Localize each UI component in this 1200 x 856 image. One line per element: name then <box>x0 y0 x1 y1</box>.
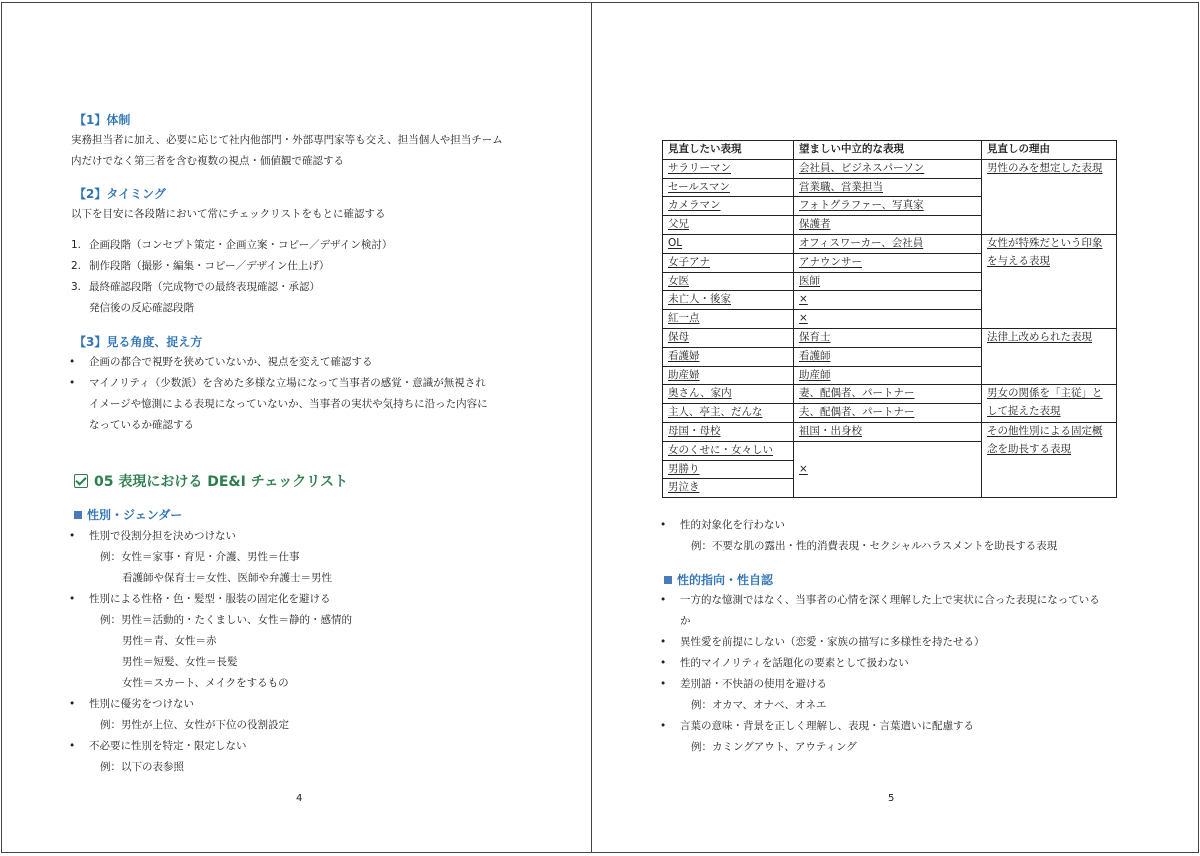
gender-bullet-3-example: 例：男性が上位、女性が下位の役割設定 <box>100 719 289 731</box>
checklist-title-text: 05 表現における DE&I チェックリスト <box>94 474 349 490</box>
orientation-bullet-3: • 性的マイノリティを話題化の要素として扱わない <box>680 653 909 674</box>
gender-bullet-2-example-1: 例：男性＝活動的・たくましい、女性＝静的・感情的 <box>100 614 352 626</box>
table-header: 望ましい中立的な表現 <box>794 141 982 160</box>
table-row <box>663 234 1117 253</box>
table-cell: 医師 <box>794 272 982 291</box>
table-cell: サラリーマン <box>663 159 794 178</box>
table-cell: オフィスワーカー、会社員 <box>794 234 982 253</box>
table-cell: 紅一点 <box>663 310 794 329</box>
gender-bullet-4: • 不必要に性別を特定・限定しない <box>89 736 247 757</box>
timing-item-1 <box>71 235 393 256</box>
table-cell: フォトグラファー、写真家 <box>794 197 982 216</box>
table-cell: 保育士 <box>794 328 982 347</box>
gender-bullet-2-example-3: 男性＝短髪、女性＝長髪 <box>122 656 238 668</box>
checkbox-icon <box>74 474 88 488</box>
table-cell: 祖国・出身校 <box>794 422 982 441</box>
timing-item-3 <box>71 277 320 298</box>
perspective-bullet-2-line-3: なっているか確認する <box>89 419 194 431</box>
orientation-bullet-1-line-2: か <box>680 615 691 627</box>
table-cell: 営業職、営業担当 <box>794 178 982 197</box>
orientation-bullet-5: • 言葉の意味・背景を正しく理解し、表現・言葉遣いに配慮する <box>680 716 974 737</box>
table-cell: アナウンサー <box>794 253 982 272</box>
structure-line-2: 内だけでなく第三者を含む複数の視点・価値観で確認する <box>71 155 344 167</box>
timing-item-extra: 発信後の反応確認段階 <box>89 302 194 314</box>
orientation-bullet-2: • 異性愛を前提にしない（恋愛・家族の描写に多様性を持たせる） <box>680 632 985 653</box>
orientation-bullet-1-line-1: • 一方的な憶測ではなく、当事者の心情を深く理解した上で実状に合った表現になっている <box>680 590 1100 611</box>
sexual-bullet-1-example: 例：不要な肌の露出・性的消費表現・セクシャルハラスメントを助長する表現 <box>691 540 1058 552</box>
gender-bullet-2-example-2: 男性＝青、女性＝赤 <box>122 635 217 647</box>
checklist-title <box>74 471 348 491</box>
gender-bullet-3: • 性別に優劣をつけない <box>89 694 194 715</box>
perspective-bullet-2-line-2: イメージや憶測による表現になっていないか、当事者の実状や気持ちに沿った内容に <box>89 398 488 410</box>
table-cell: 女医 <box>663 272 794 291</box>
page-5 <box>591 2 1199 853</box>
section-heading-structure: 【1】体制 <box>74 113 131 127</box>
sexual-bullet-1: • 性的対象化を行わない <box>680 515 785 536</box>
reason-cell: その他性別による固定概 念を助長する表現 <box>982 422 1117 497</box>
table-row <box>663 385 1117 404</box>
table-header: 見直しの理由 <box>982 141 1117 160</box>
reason-cell: 男女の関係を「主従」と して捉えた表現 <box>982 385 1117 423</box>
timing-item-1-text: 企画段階（コンセプト策定・企画立案・コピー／デザイン検討） <box>89 239 393 251</box>
table-cell: 妻、配偶者、パートナー <box>794 385 982 404</box>
table-cell: × <box>794 291 982 310</box>
gender-bullet-1-example-2: 看護師や保育士＝女性、医師や弁護士＝男性 <box>122 572 332 584</box>
table-cell: 看護師 <box>794 347 982 366</box>
gender-bullet-4-example: 例：以下の表参照 <box>100 761 184 773</box>
timing-item-2 <box>71 256 330 277</box>
orientation-heading-text: 性的指向・性自認 <box>677 573 774 587</box>
table-cell: × <box>794 441 982 497</box>
table-cell: セールスマン <box>663 178 794 197</box>
structure-line-1: 実務担当者に加え、必要に応じて社内他部門・外部専門家等も交え、担当個人や担当チーム <box>71 134 503 146</box>
table-cell: 助産婦 <box>663 366 794 385</box>
timing-item-3-num: 3. <box>71 281 82 293</box>
table-cell: 会社員、ビジネスパーソン <box>794 159 982 178</box>
table-cell: 夫、配偶者、パートナー <box>794 404 982 423</box>
square-bullet-icon <box>664 576 672 584</box>
timing-item-3-text: 最終確認段階（完成物での最終表現確認・承認） <box>89 281 320 293</box>
orientation-bullet-5-example: 例：カミングアウト、アウティング <box>691 741 857 753</box>
timing-item-2-num: 2. <box>71 260 82 272</box>
gender-bullet-2: • 性別による性格・色・髪型・服装の固定化を避ける <box>89 589 331 610</box>
table-row <box>663 422 1117 441</box>
timing-item-2-text: 制作段階（撮影・編集・コピー／デザイン仕上げ） <box>89 260 330 272</box>
table-cell: 奥さん、家内 <box>663 385 794 404</box>
timing-item-1-num: 1. <box>71 239 82 251</box>
table-cell: × <box>794 310 982 329</box>
table-cell: 保護者 <box>794 216 982 235</box>
table-header: 見直したい表現 <box>663 141 794 160</box>
reason-cell: 法律上改められた表現 <box>982 328 1117 384</box>
orientation-bullet-4-example: 例：オカマ、オナベ、オネエ <box>691 699 827 711</box>
table-cell: 男泣き <box>663 479 794 498</box>
table-row <box>663 159 1117 178</box>
perspective-bullet-1: • 企画の都合で視野を狭めていないか、視点を変えて確認する <box>89 352 373 373</box>
table-cell: 保母 <box>663 328 794 347</box>
table-cell: 助産師 <box>794 366 982 385</box>
gender-heading-text: 性別・ジェンダー <box>87 508 183 522</box>
gender-bullet-1-example-1: 例：女性＝家事・育児・介護、男性＝仕事 <box>100 551 300 563</box>
orientation-bullet-4: • 差別語・不快語の使用を避ける <box>680 674 827 695</box>
table-header-row <box>663 141 1117 160</box>
reason-cell: 男性のみを想定した表現 <box>982 159 1117 234</box>
table-cell: 主人、亭主、だんな <box>663 404 794 423</box>
table-cell: 女子アナ <box>663 253 794 272</box>
section-heading-perspective: 【3】見る角度、捉え方 <box>74 335 203 349</box>
table-cell: 男勝り <box>663 460 794 479</box>
table-row <box>663 328 1117 347</box>
timing-intro: 以下を目安に各段階において常にチェックリストをもとに確認する <box>71 208 386 220</box>
gender-bullet-2-example-4: 女性＝スカート、メイクをするもの <box>122 677 289 689</box>
gender-bullet-1: • 性別で役割分担を決めつけない <box>89 526 236 547</box>
page-number: 5 <box>888 793 895 804</box>
table-cell: 女のくせに・女々しい <box>663 441 794 460</box>
table-cell: 父兄 <box>663 216 794 235</box>
page-number: 4 <box>296 793 303 804</box>
gender-heading <box>74 506 182 523</box>
table-cell: 母国・母校 <box>663 422 794 441</box>
table-cell: 看護婦 <box>663 347 794 366</box>
perspective-bullet-2-line-1: • マイノリティ（少数派）を含めた多様な立場になって当事者の感覚・意識が無視され <box>89 373 486 394</box>
section-heading-timing: 【2】タイミング <box>74 187 166 201</box>
square-bullet-icon <box>74 511 82 519</box>
reason-cell: 女性が特殊だという印象 を与える表現 <box>982 234 1117 328</box>
table-cell: OL <box>663 234 794 253</box>
table-cell: 未亡人・後家 <box>663 291 794 310</box>
expression-table <box>662 140 1117 498</box>
orientation-heading <box>664 571 773 588</box>
table-cell: カメラマン <box>663 197 794 216</box>
page-4 <box>1 2 592 853</box>
